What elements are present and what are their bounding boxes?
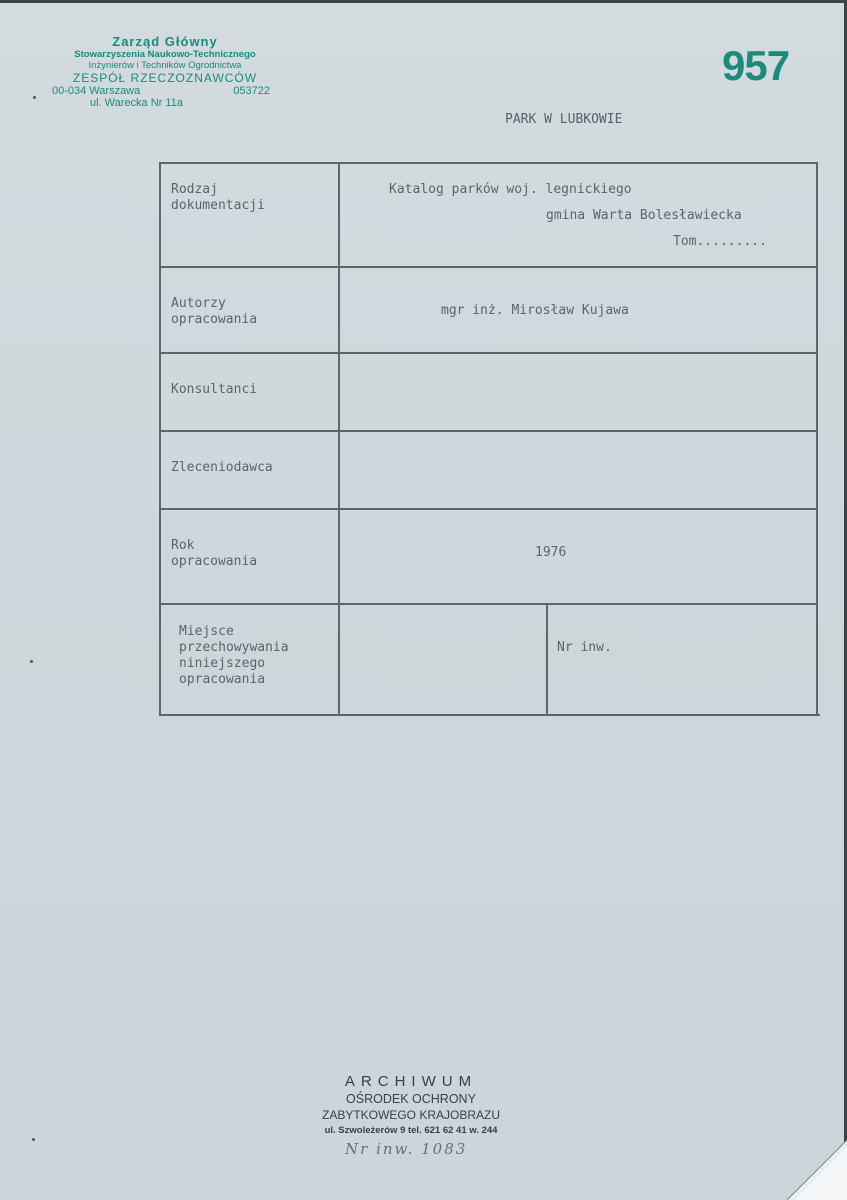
table-divider [159,352,818,354]
scan-speck [33,96,36,99]
stamp-postal: 00-034 Warszawa [52,85,141,97]
label-inventory-number: Nr inw. [557,640,612,655]
value-authors: mgr inż. Mirosław Kujawa [441,303,629,318]
document-title: PARK W LUBKOWIE [505,112,623,127]
stamp-street: ul. Warecka Nr 11a [90,97,183,109]
scan-speck [30,660,33,663]
organization-stamp [50,34,280,109]
handwritten-inventory-number: Nr inw. 1083 [345,1140,468,1158]
value-gmina: gmina Warta Bolesławiecka [546,208,742,223]
table-divider [159,430,818,432]
label-consultants: Konsultanci [171,382,258,397]
table-border-top [159,162,818,164]
label-commissioner: Zleceniodawca [171,460,273,475]
archive-title: ARCHIWUM [344,1073,478,1090]
stamp-address-row [50,85,280,97]
document-number: 957 [722,42,790,89]
table-border-right [816,162,818,716]
table-border-left [159,162,161,716]
archive-line-3: ZABYTKOWEGO KRAJOBRAZU [321,1108,501,1122]
archive-address: ul. Szwoleżerów 9 tel. 621 62 41 w. 244 [324,1125,498,1136]
stamp-code: 053722 [233,85,270,97]
page-edge-top [0,0,847,3]
table-border-bottom [159,714,820,716]
table-divider [159,266,818,268]
value-catalog: Katalog parków woj. legnickiego [389,182,632,197]
label-documentation-type: Rodzaj dokumentacji [171,182,265,213]
stamp-line-2: Stowarzyszenia Naukowo-Technicznego [74,49,256,60]
table-divider [159,603,818,605]
value-year: 1976 [535,545,567,560]
label-year: Rok opracowania [171,538,258,569]
archive-stamp [300,1073,522,1136]
folded-corner-icon [787,1140,847,1200]
label-authors: Autorzy opracowania [171,296,258,327]
stamp-line-4: ZESPÓŁ RZECZOZNAWCÓW [72,71,258,85]
scan-speck [32,1138,35,1141]
table-divider [159,508,818,510]
table-column-divider [338,162,340,716]
table-cell-divider [546,603,548,716]
archive-line-2: OŚRODEK OCHRONY [346,1092,476,1106]
label-storage-location: Miejsce przechowywania niniejszego opracowania [179,624,289,687]
metadata-table [159,162,818,716]
stamp-line-1: Zarząd Główny [112,34,218,49]
stamp-line-3: Inżynierów i Techników Ogrodnictwa [88,60,242,71]
value-tom: Tom......... [673,234,767,249]
